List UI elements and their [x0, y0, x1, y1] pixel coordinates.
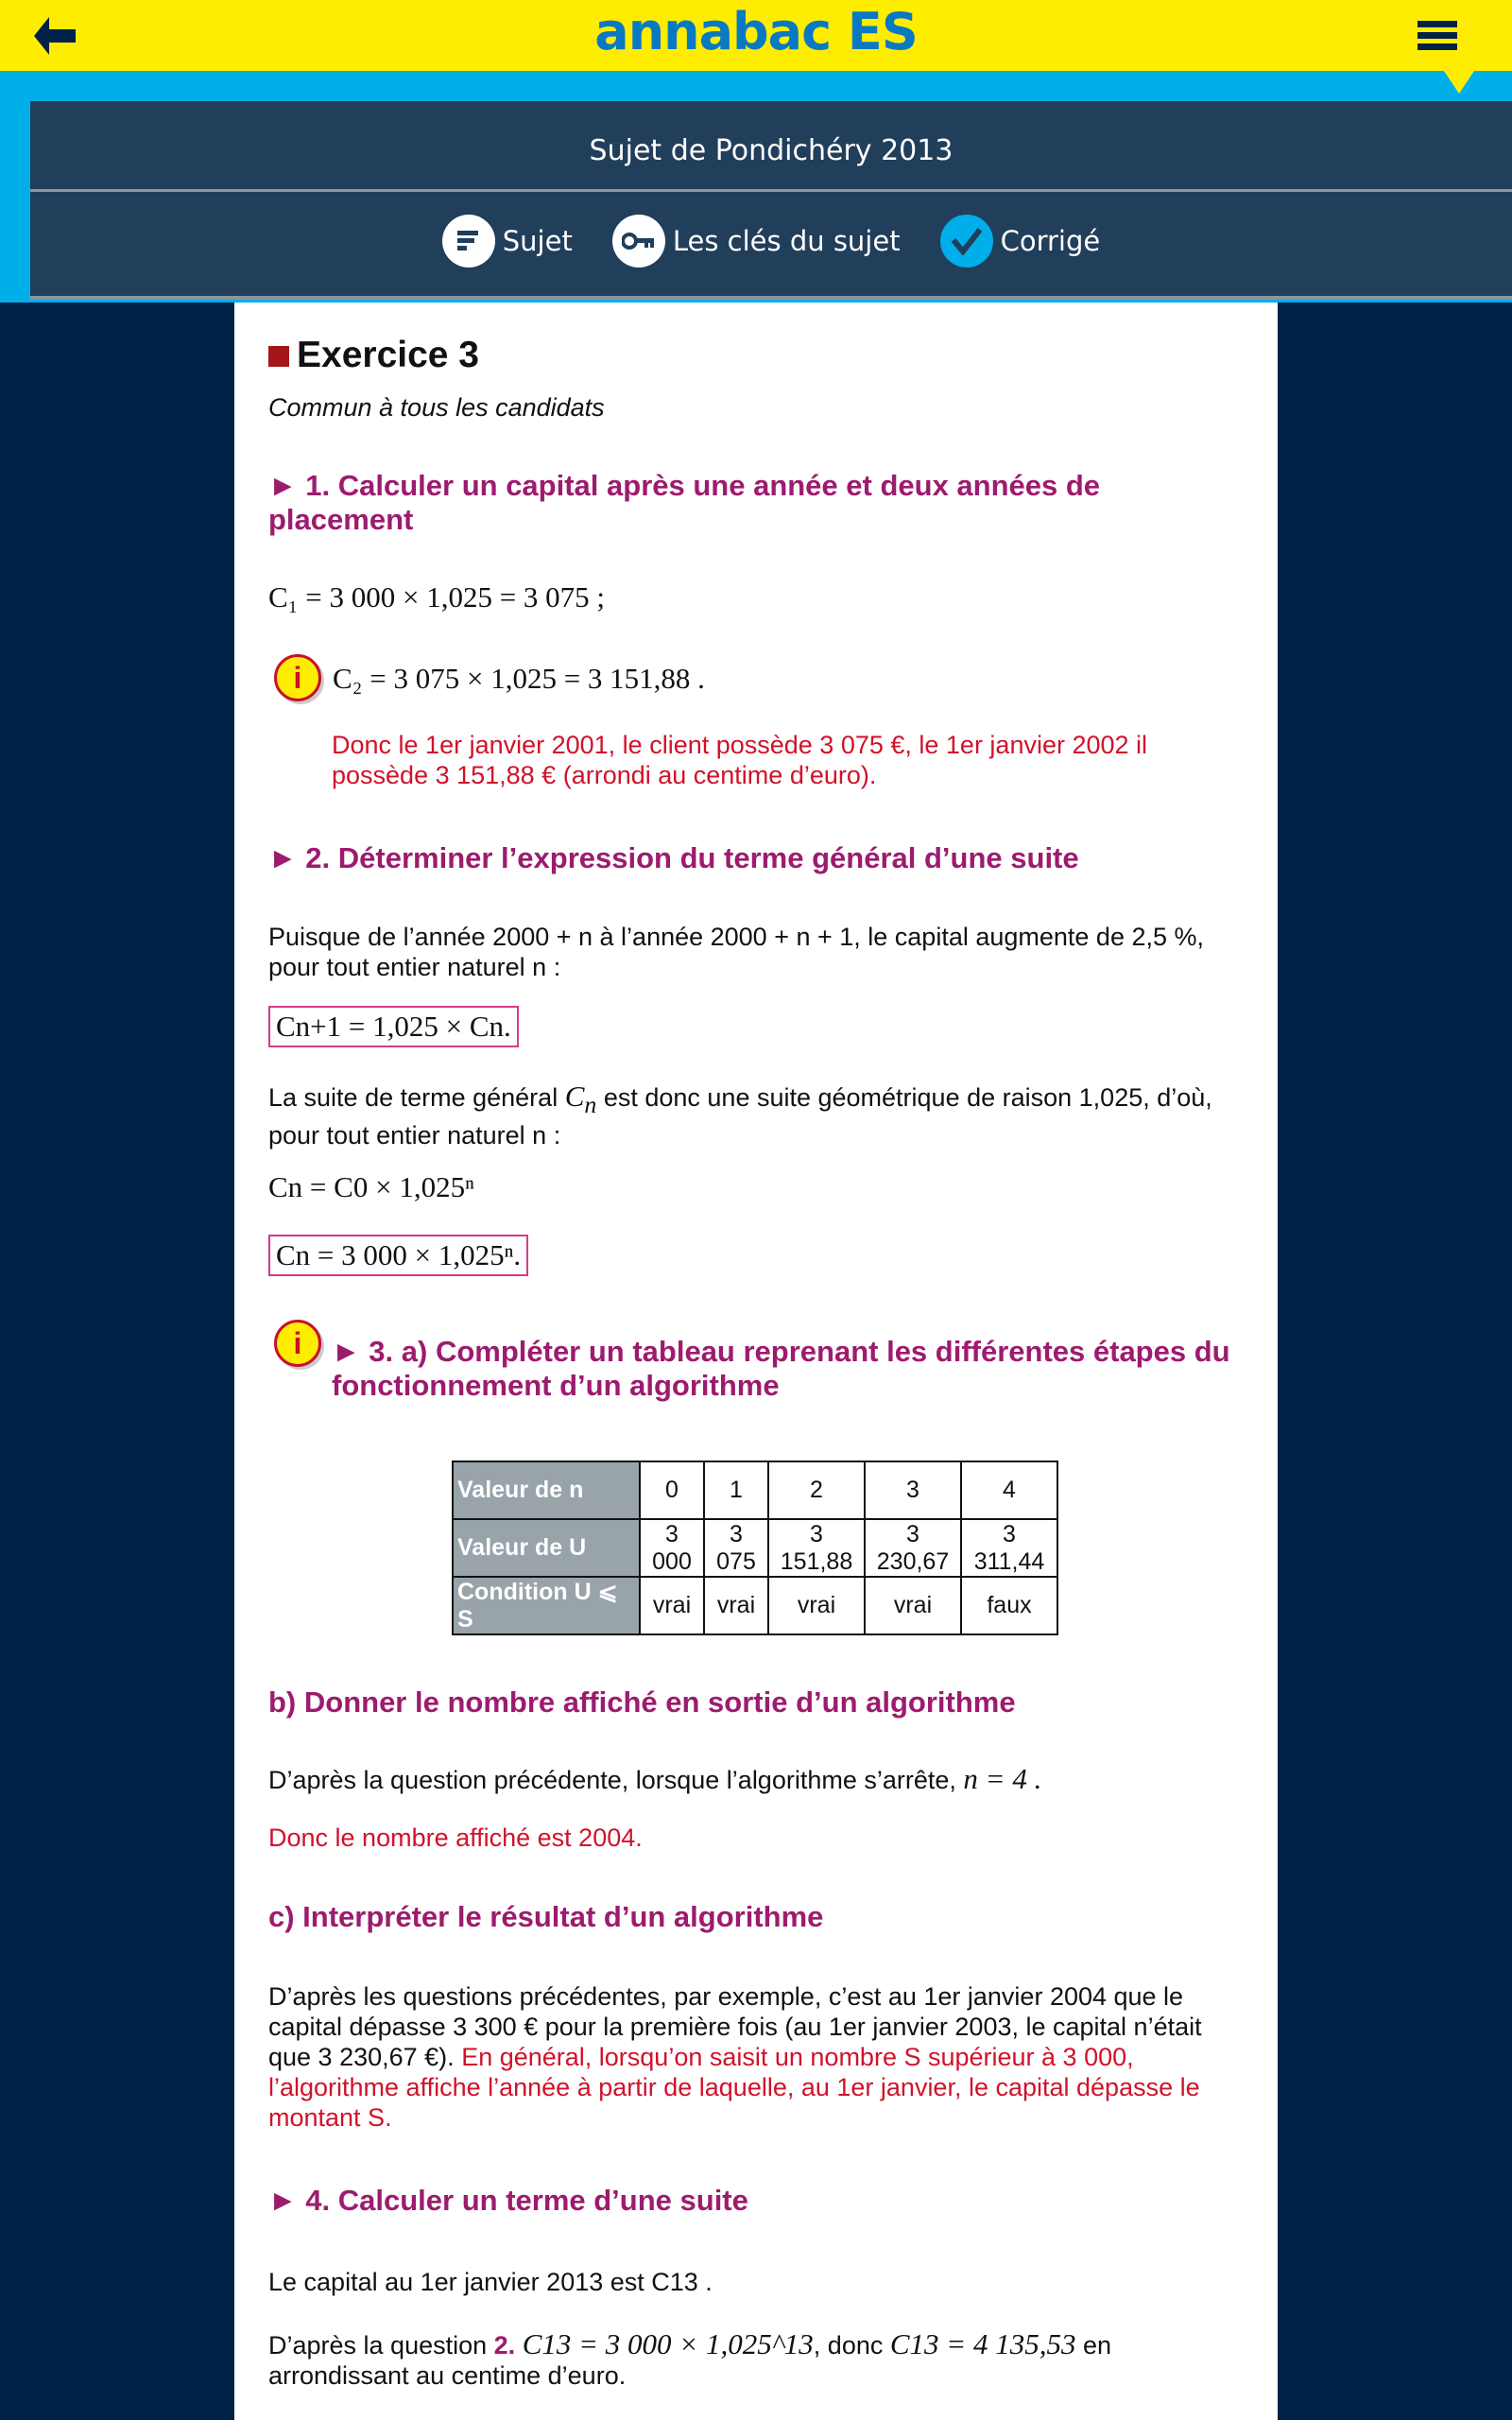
- top-bar: [0, 0, 1512, 71]
- text: faux: [961, 1577, 1057, 1634]
- table-row: [453, 1577, 1057, 1634]
- paragraph: [268, 1764, 1244, 1795]
- text: 3 230,67: [865, 1519, 961, 1577]
- text: 3 075: [704, 1519, 768, 1577]
- tab-sujet[interactable]: [442, 215, 573, 268]
- subject-nav: [30, 215, 1512, 268]
- red-square-icon: [268, 346, 289, 367]
- divider: [30, 189, 1512, 192]
- exercise-subtitle: Commun à tous les candidats: [268, 393, 605, 422]
- text: n = 4 .: [963, 1762, 1042, 1795]
- boxed-equation: Cn+1 = 1,025 × Cn.: [268, 1006, 519, 1047]
- text: 0: [640, 1461, 704, 1519]
- heading-q3a: ► 3. a) Compléter un tableau reprenant les différentes étapes du fonctionnement d’un algorithme: [332, 1335, 1230, 1402]
- heading-q4: ► 4. Calculer un terme d’une suite: [268, 2184, 748, 2217]
- text: D’après les questions précédentes, par exemple, c’est au 1er janvier 2004 que le capital dépasse 3 300 € pour la première fois (au 1er janvier 2003, le capital n’était que 3 230,67 €).: [268, 1982, 1202, 2071]
- text: La suite de terme général: [268, 1083, 558, 1112]
- table-row: [453, 1519, 1057, 1577]
- equation: C₂ = 3 075 × 1,025 = 3 151,88 .: [333, 662, 705, 695]
- text: est donc une suite géométrique de raison 1,025, d’où, pour tout entier naturel n :: [268, 1083, 1212, 1150]
- text: Condition U ⩽ S: [453, 1577, 640, 1634]
- paragraph: [268, 2329, 1244, 2391]
- info-icon[interactable]: i: [274, 654, 321, 701]
- text: 3 311,44: [961, 1519, 1057, 1577]
- paragraph: Le capital au 1er janvier 2013 est C13 .: [268, 2268, 713, 2296]
- subject-header: [30, 101, 1512, 300]
- conclusion-text: Donc le nombre affiché est 2004.: [268, 1824, 643, 1852]
- app-logo: annabac ES: [594, 2, 918, 61]
- text: vrai: [865, 1577, 961, 1634]
- equation: C₁ = 3 000 × 1,025 = 3 075 ;: [268, 580, 606, 614]
- text: en arrondissant au centime d’euro.: [268, 2331, 1112, 2390]
- exercise-title: [268, 335, 1244, 376]
- subject-title: Sujet de Pondichéry 2013: [589, 134, 954, 167]
- text: Valeur de n: [453, 1461, 640, 1519]
- hamburger-menu-icon[interactable]: [1418, 21, 1457, 51]
- text: 1: [704, 1461, 768, 1519]
- heading-q2: ► 2. Déterminer l’expression du terme général d’une suite: [268, 841, 1079, 874]
- text: 3 151,88: [768, 1519, 865, 1577]
- text: vrai: [640, 1577, 704, 1634]
- text: 4: [961, 1461, 1057, 1519]
- key-icon: [612, 215, 665, 268]
- paragraph: La suite de terme général $C_n$ est donc une suite géométrique de raison 1,025, d’où, pour tout entier naturel n :: [268, 1080, 1212, 1150]
- boxed-equation: Cn = 3 000 × 1,025ⁿ.: [268, 1235, 528, 1276]
- tab-label: Sujet: [502, 225, 573, 257]
- heading-q3c: c) Interpréter le résultat d’un algorithme: [268, 1900, 824, 1933]
- text: 2.: [493, 2331, 516, 2360]
- equation: Cn = C0 × 1,025ⁿ: [268, 1170, 474, 1203]
- text: 3: [865, 1461, 961, 1519]
- heading-q3b: b) Donner le nombre affiché en sortie d’un algorithme: [268, 1685, 1016, 1719]
- table-row: [453, 1461, 1057, 1519]
- check-icon: [940, 215, 993, 268]
- text: En général, lorsqu’on saisit un nombre S supérieur à 3 000, l’algorithme affiche l’année à partir de laquelle, au 1er janvier, le capital dépasse le montant S.: [268, 2043, 1200, 2132]
- text: C13 = 3 000 × 1,025^13: [522, 2327, 814, 2360]
- text: D’après la question: [268, 2331, 488, 2360]
- heading-q1: ► 1. Calculer un capital après une année et deux années de placement: [268, 469, 1101, 536]
- document-icon: [442, 215, 495, 268]
- content-panel: [234, 302, 1278, 2420]
- tab-corrige[interactable]: [940, 215, 1101, 268]
- conclusion-text: Donc le 1er janvier 2001, le client possède 3 075 €, le 1er janvier 2002 il possède 3 151,88 € (arrondi au centime d’euro).: [332, 731, 1148, 789]
- text: C13 = 4 135,53: [889, 2327, 1076, 2360]
- paragraph: Puisque de l’année 2000 + n à l’année 2000 + n + 1, le capital augmente de 2,5 %, pour tout entier naturel n :: [268, 923, 1205, 981]
- tab-label: Les clés du sujet: [672, 225, 901, 257]
- tab-label: Corrigé: [1000, 225, 1101, 257]
- info-icon[interactable]: i: [274, 1320, 321, 1367]
- algorithm-table: [452, 1461, 1058, 1635]
- menu-caret-icon: [1444, 71, 1474, 94]
- tab-cles[interactable]: [612, 215, 901, 268]
- text: 2: [768, 1461, 865, 1519]
- text: , donc: [813, 2331, 884, 2360]
- text: Valeur de U: [453, 1519, 640, 1577]
- text: 3 000: [640, 1519, 704, 1577]
- text: D’après la question précédente, lorsque l’algorithme s’arrête,: [268, 1766, 956, 1794]
- text: vrai: [768, 1577, 865, 1634]
- paragraph: [268, 1981, 1244, 2133]
- text: Exercice 3: [297, 335, 480, 375]
- text: vrai: [704, 1577, 768, 1634]
